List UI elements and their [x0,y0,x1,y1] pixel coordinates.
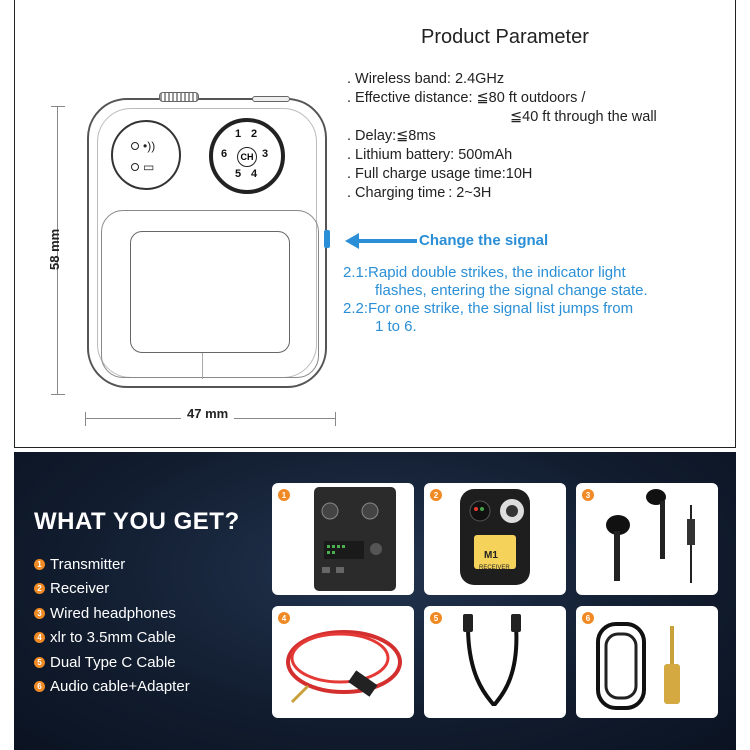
battery-icon: ▭ [143,160,155,174]
device-pad-outer [101,210,319,378]
package-item [34,552,190,577]
height-tick-top [51,106,65,107]
step-line: 2.1:Rapid double strikes, the indicator light [343,264,626,281]
signal-steps [343,264,648,336]
card-badge: 5 [430,612,442,624]
signal-side-button [324,230,330,248]
param-item: . Wireless band: 2.4GHz [347,71,505,87]
height-tick-bottom [51,394,65,395]
number-badge: 6 [34,681,45,692]
status-indicator-panel [111,120,181,190]
xlr-cable-card [272,606,414,718]
earphones-image [576,483,718,595]
card-badge: 2 [430,489,442,501]
dial-number: 6 [221,148,228,160]
dial-number: 4 [251,168,258,180]
what-you-get-panel [14,452,736,750]
package-item [34,626,190,651]
device-pad-inner [130,231,290,353]
package-item [34,675,190,700]
card-badge: 1 [278,489,290,501]
indicator-dot [131,163,139,171]
card-badge: 4 [278,612,290,624]
pad-divider [202,353,203,379]
step-line: 1 to 6. [375,318,417,335]
receiver-sub-label: RECEIVER [479,565,510,571]
package-item-label: Transmitter [50,555,126,573]
transmitter-card [272,483,414,595]
arrow-left-icon [345,232,419,250]
width-tick-right [335,412,336,426]
package-item-label: xlr to 3.5mm Cable [50,629,176,647]
package-item-label: Wired headphones [50,604,176,622]
card-badge: 3 [582,489,594,501]
change-signal-label: Change the signal [419,232,549,249]
package-item-label: Receiver [50,580,110,598]
device-drawing [87,98,327,388]
package-item [34,577,190,602]
wireless-icon: •)) [143,139,156,153]
param-item: . Lithium battery: 500mAh [347,147,513,163]
top-knob [159,92,199,102]
headphones-card [576,483,718,595]
number-badge: 4 [34,632,45,643]
type-c-cable-card [424,606,566,718]
top-button [252,96,290,102]
product-parameter-panel [14,0,736,448]
receiver-image [424,483,566,595]
parameter-list [347,70,657,203]
width-tick-left [85,412,86,426]
dial-number: 3 [262,148,269,160]
wireless-indicator [131,139,155,153]
step-line: 2.2:For one strike, the signal list jumps from [343,300,634,317]
step-line: flashes, entering the signal change state. [375,282,648,299]
battery-indicator [131,160,154,174]
what-you-get-heading: WHAT YOU GET? [34,508,240,535]
number-badge: 1 [34,559,45,570]
height-label: 58 mm [47,228,62,270]
package-list [34,552,190,699]
receiver-model-label: M1 [484,550,498,561]
param-item: . Effective distance: ≦80 ft outdoors / [347,90,586,106]
package-item-label: Dual Type C Cable [50,653,176,671]
product-parameter-title: Product Parameter [421,26,589,48]
type-c-cable-image [424,606,566,718]
package-item-label: Audio cable+Adapter [50,678,190,696]
card-badge: 6 [582,612,594,624]
dial-number: 1 [235,128,242,140]
width-label: 47 mm [181,406,234,421]
channel-dial [209,118,285,194]
dial-number: 5 [235,168,242,180]
receiver-card [424,483,566,595]
audio-cable-image [576,606,718,718]
dial-number: 2 [251,128,258,140]
indicator-dot [131,142,139,150]
param-item: ≦40 ft through the wall [510,109,657,125]
audio-cable-card [576,606,718,718]
param-item: . Full charge usage time:10H [347,166,533,182]
package-item [34,601,190,626]
package-item [34,650,190,675]
param-item: . Charging time : 2~3H [347,185,492,201]
dial-center-label: CH [237,147,257,167]
number-badge: 2 [34,583,45,594]
param-item: . Delay:≦8ms [347,128,436,144]
number-badge: 5 [34,657,45,668]
xlr-cable-image [272,606,414,718]
number-badge: 3 [34,608,45,619]
transmitter-image [272,483,414,595]
